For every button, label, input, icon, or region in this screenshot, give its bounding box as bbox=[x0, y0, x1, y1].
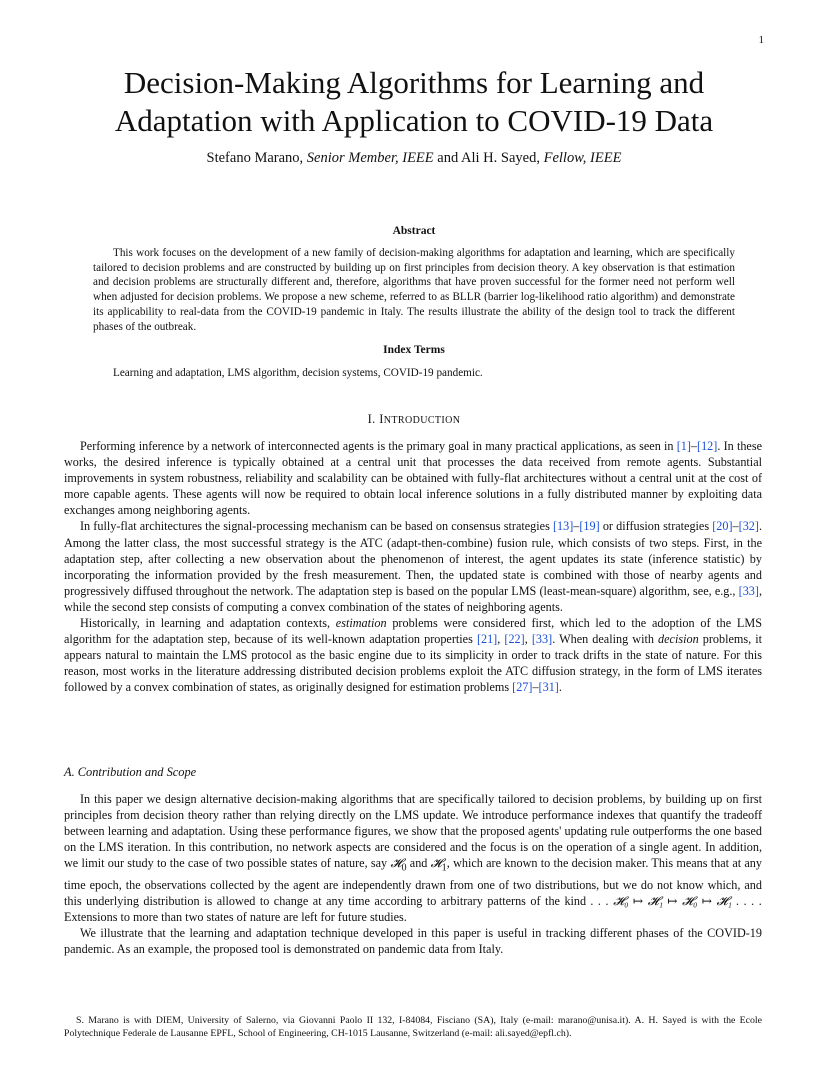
section-title-initial: I bbox=[379, 412, 384, 426]
title-line-1: Decision-Making Algorithms for Learning and bbox=[123, 65, 705, 100]
author-1-name: Stefano Marano bbox=[206, 150, 300, 166]
citation-link[interactable]: [27] bbox=[512, 680, 533, 695]
text-run: . In these works, the desired inference is typically obtained at a central unit that processes the data received from remote agents. Substantial improvements in system robustness, reliability and scalability can be obtained with fully-flat architectures without a central unit at the cost of more capable agents. These agents will now be required to obtain local inference solutions in a fully distributed manner by exploiting data exchanges among neighboring agents. bbox=[64, 439, 762, 518]
intro-paragraph-2 bbox=[64, 518, 762, 615]
text-run: , which are known to the decision maker. This means that at any time epoch, the observations collected by the agent are independently drawn from one of two distributions, but we do not know which, and this underlying distribution is allowed to change at any time according to arbitrary patterns of the kind bbox=[64, 856, 762, 908]
author-conjunction: and bbox=[437, 150, 459, 166]
citation-link[interactable]: [1] bbox=[676, 439, 691, 453]
text-run: In this paper we design alternative decision-making algorithms that are specifically tailored to decision problems, by building up on first principles from decision theory rather than relying directly on the LMS update. We introduce performance indexes that quantify the tradeoff between learning and adaptation. Using these performance figures, we show that the proposed agents' updating rule outperforms the one based on the LMS iteration. In this contribution, no network aspects are considered and the focus is on the operation of a single agent. In addition, we limit our study to the case of two possible states of nature, say bbox=[64, 792, 762, 871]
author-affiliation-footnote: S. Marano is with DIEM, University of Salerno, via Giovanni Paolo II 132, I-84084, Fisciano (SA), Italy (e-mail: marano@unisa.it). A. H. Sayed is with the Ecole Polytechnique Federale de Lausanne EPFL, School of Engineering, CH-1015 Lausanne, Switzerland (e-mail: ali.sayed@epfl.ch). bbox=[64, 1015, 762, 1039]
math-symbol: 𝓗 bbox=[390, 856, 402, 871]
text-run: . Among the latter class, the most successful strategy is the ATC (adapt-then-combine) fusion rule, which consists of two steps. First, in the adaptation step, after collecting a new observation about the phenomenon of interest, the agent updates its state (inference statistic) by incorporating the information provided by the fresh measurement. Then, the updated state is combined with those of nearby agents and progressively diffused throughout the network. The adaptation step is based on the popular LMS (least-mean-square) algorithm, see, e.g., bbox=[64, 519, 762, 598]
author-2-role: Fellow, IEEE bbox=[543, 150, 622, 166]
text-run: – bbox=[573, 519, 580, 534]
text-run: or diffusion strategies bbox=[599, 519, 713, 534]
text-run: – bbox=[690, 439, 698, 453]
citation-link[interactable]: [21] bbox=[476, 632, 498, 647]
introduction-body bbox=[64, 438, 762, 696]
abstract-text: This work focuses on the development of a new family of decision-making algorithms for adaptation and learning, which are specifically tailored to decision problems and are constructed by building up on first principles from decision theory. A key observation is that estimation and decision problems are structurally different and, therefore, algorithms that have proven successful for the former need not perform well when adjusted for decision problems. We propose a new scheme, referred to as BLLR (barrier log-likelihood ratio algorithm) and demonstrate its applicability to real-data from the COVID-19 pandemic in Italy. The results illustrate the ability of the design tool to track the different phases of the outbreak. bbox=[93, 247, 735, 333]
text-run: In fully-flat architectures the signal-processing mechanism can be based on consensus strategies bbox=[80, 519, 553, 534]
paper-title bbox=[64, 64, 764, 140]
text-run: Performing inference by a network of interconnected agents is the primary goal in many practical applications, as seen in bbox=[80, 439, 677, 453]
text-run: . bbox=[558, 680, 562, 695]
intro-paragraph-1 bbox=[64, 438, 762, 518]
text-run: and bbox=[406, 856, 431, 871]
contribution-body bbox=[64, 791, 762, 957]
text-run: problems were considered first, which led to the adoption of the LMS algorithm for the adaptation step, because of its well-known adaptation properties bbox=[64, 616, 762, 647]
citation-link[interactable]: [22] bbox=[504, 632, 525, 647]
index-terms-heading: Index Terms bbox=[383, 344, 445, 356]
math-pattern: . . . 𝓗₀ ↦ 𝓗₁ ↦ 𝓗₀ ↦ 𝓗₁ . . . . bbox=[590, 894, 762, 908]
text-run: . When dealing with bbox=[552, 632, 659, 647]
section-title-rest: NTRODUCTION bbox=[383, 415, 461, 426]
text-run: – bbox=[732, 519, 739, 534]
page-number: 1 bbox=[758, 34, 764, 46]
text-run: problems, it appears natural to maintain the LMS protocol as the basic engine due to its simplicity in order to track drifts in the state of nature. For this reason, most works in the literature addressing distributed decision problems exploit the ATC diffusion strategy, in the form of LMS iterates followed by a convex combination of states, as originally designed for estimation problems bbox=[64, 632, 763, 695]
math-symbol: 𝓗 bbox=[430, 856, 442, 871]
math-subscript: 0 bbox=[401, 862, 407, 874]
citation-link[interactable]: [31] bbox=[538, 680, 559, 695]
citation-link[interactable]: [20] bbox=[712, 519, 733, 534]
citation-link[interactable]: [32] bbox=[738, 519, 759, 534]
text-run: , while the second step consists of computing a convex combination of the states of neighboring agents. bbox=[64, 583, 762, 614]
citation-link[interactable]: [13] bbox=[552, 519, 574, 534]
subsection-heading-contribution: A. Contribution and Scope bbox=[64, 765, 197, 779]
text-run: , bbox=[497, 632, 505, 647]
section-heading-introduction bbox=[64, 412, 764, 427]
title-line-2: Adaptation with Application to COVID-19 Data bbox=[114, 103, 714, 138]
author-2-name: Ali H. Sayed bbox=[461, 150, 537, 166]
arxiv-stamp bbox=[2, 250, 50, 750]
intro-paragraph-3 bbox=[64, 615, 762, 695]
text-run: , bbox=[524, 632, 532, 647]
emphasis: decision bbox=[658, 632, 699, 647]
contribution-paragraph-1 bbox=[64, 791, 762, 925]
citation-link[interactable]: [33] bbox=[531, 632, 553, 647]
author-1-role: Senior Member, IEEE bbox=[306, 150, 434, 166]
index-terms-text: Learning and adaptation, LMS algorithm, decision systems, COVID-19 pandemic. bbox=[113, 367, 483, 379]
abstract-heading: Abstract bbox=[392, 225, 436, 237]
section-numeral: I. bbox=[367, 412, 376, 426]
math-subscript: 1 bbox=[441, 862, 447, 874]
citation-link[interactable]: [33] bbox=[738, 583, 759, 598]
author-line: Stefano Marano, Senior Member, IEEE and Ali H. Sayed, Fellow, IEEE bbox=[206, 150, 622, 166]
text-run: – bbox=[532, 680, 539, 695]
text-run: Extensions to more than two states of nature are left for future studies. bbox=[64, 910, 407, 925]
text-run: Historically, in learning and adaptation contexts, bbox=[80, 616, 336, 631]
citation-link[interactable]: [12] bbox=[697, 439, 718, 453]
emphasis: estimation bbox=[335, 616, 387, 631]
contribution-paragraph-2: We illustrate that the learning and adaptation technique developed in this paper is useful in tracking different phases of the COVID-19 pandemic. As an example, the proposed tool is demonstrated on pandemic data from Italy. bbox=[64, 926, 762, 957]
citation-link[interactable]: [19] bbox=[579, 519, 600, 534]
